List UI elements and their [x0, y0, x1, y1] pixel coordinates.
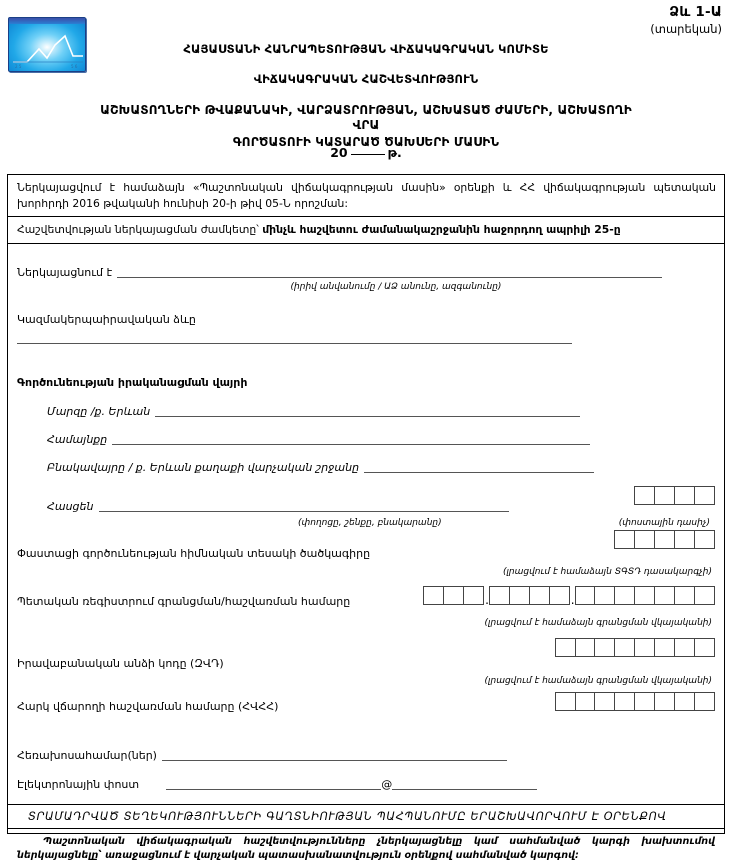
taxpayer-cell[interactable]: [694, 692, 715, 711]
confidentiality-warning-text: ՏՐԱՄԱԴՐՎԱԾ ՏԵՂԵԿՈՒԹՅՈՒՆՆԵՐԻ ԳԱՂՏՆԻՈՒԹՅԱՆ ՊԱՀՊԱՆՈՒՄԸ ԵՐԱՇԽԱՎՈՐՎՈՒՄ Է ՕՐԵՆՔՈՎ: [28, 809, 667, 823]
email-domain-input[interactable]: [392, 779, 537, 790]
community-label: Համայնքը: [47, 432, 108, 446]
deadline-label: Հաշվետվության ներկայացման ժամկետը՝: [17, 223, 263, 237]
deadline-band: [8, 217, 724, 244]
postal-cell[interactable]: [654, 486, 675, 505]
state-reg-cell[interactable]: [463, 586, 484, 605]
state-reg-cell[interactable]: [529, 586, 550, 605]
legal-form-label: Կազմակերպաիրավական ձևը: [17, 312, 196, 326]
taxpayer-cell[interactable]: [555, 692, 576, 711]
legal-person-code-label: Իրավաբանական անձի կոդը (ԶՎԴ): [17, 656, 224, 670]
svg-text:5 6: 5 6: [71, 64, 78, 69]
activity-type-caption: (լրացվում է համաձայն ՏԳՏԴ դասակարգչի): [502, 566, 712, 577]
statistics-chart-logo-icon: [8, 17, 86, 72]
page-header: [0, 0, 732, 175]
legal-person-code-row: [8, 652, 724, 671]
marz-label: Մարզը /ք. Երևան: [47, 404, 151, 418]
form-body: [8, 244, 724, 804]
activity-type-cell[interactable]: [634, 530, 655, 549]
marz-row: [8, 400, 724, 419]
taxpayer-cell[interactable]: [674, 692, 695, 711]
address-caption: (փողոցը, շենքը, բնակարանը): [298, 517, 442, 528]
state-reg-caption: (լրացվում է համաձայն գրանցման վկայականի): [484, 617, 712, 628]
email-user-input[interactable]: [166, 779, 381, 790]
legal-person-code-cell[interactable]: [614, 638, 635, 657]
year-prefix: 20: [330, 145, 348, 160]
taxpayer-cell[interactable]: [594, 692, 615, 711]
postal-code-cells[interactable]: [634, 486, 715, 505]
taxpayer-label: Հարկ վճարողի հաշվառման համարը (ՀՎՀՀ): [17, 699, 279, 713]
legal-person-code-cells[interactable]: [555, 638, 715, 657]
state-reg-cells[interactable]: [423, 586, 715, 605]
activity-type-cell[interactable]: [654, 530, 675, 549]
svg-text:2 5: 2 5: [15, 64, 22, 69]
legal-form-input[interactable]: [17, 333, 572, 344]
phone-row: [8, 744, 724, 763]
activity-type-row: [8, 542, 724, 561]
state-reg-separator-dot: .: [570, 592, 575, 607]
taxpayer-cell[interactable]: [575, 692, 596, 711]
settlement-input[interactable]: [364, 462, 594, 473]
activity-location-title: Գործունեության իրականացման վայրի: [17, 375, 248, 389]
activity-type-label: Փաստացի գործունեության հիմնական տեսակի ծածկագիրը: [17, 546, 371, 560]
submitter-caption: (իրիվ անվանումը / ԱՁ անունը, ազգանունը): [290, 281, 502, 292]
state-reg-cell[interactable]: [549, 586, 570, 605]
state-reg-cell[interactable]: [575, 586, 596, 605]
email-at-symbol: @: [381, 777, 393, 791]
legal-basis-text: Ներկայացվում է համաձայն «Պաշտոնական վիճակագրության մասին» օրենքի և ՀՀ վիճակագրության պետական խորհրդի 2016 թվականի հունիսի 20-ի թիվ 05-Ն որոշման:: [17, 181, 716, 210]
address-row: [8, 495, 724, 514]
activity-type-cells[interactable]: [614, 530, 715, 549]
settlement-row: [8, 456, 724, 475]
confidentiality-warning-band: [8, 804, 724, 829]
submitter-label: Ներկայացնում է: [17, 265, 113, 279]
agency-name: ՀԱՅԱՍՏԱՆԻ ՀԱՆՐԱՊԵՏՈՒԹՅԱՆ ՎԻՃԱԿԱԳՐԱԿԱՆ ԿՈՄԻՏԵ: [183, 42, 549, 56]
taxpayer-row: [8, 695, 724, 714]
form-period: (տարեկան): [650, 22, 722, 36]
legal-person-code-cell[interactable]: [654, 638, 675, 657]
phone-label: Հեռախոսահամար(ներ): [17, 748, 157, 762]
deadline-value: մինչև հաշվետու ժամանակաշրջանին հաջորդող ապրիլի 25-ը: [262, 223, 621, 237]
penalty-footnote-band: [8, 829, 724, 868]
legal-person-code-cell[interactable]: [674, 638, 695, 657]
marz-input[interactable]: [155, 406, 580, 417]
legal-basis-band: [8, 175, 724, 217]
taxpayer-cell[interactable]: [654, 692, 675, 711]
state-reg-cell[interactable]: [674, 586, 695, 605]
legal-person-code-cell[interactable]: [694, 638, 715, 657]
email-label: Էլեկտրոնային փոստ: [17, 777, 140, 791]
phone-input[interactable]: [162, 750, 507, 761]
postal-cell[interactable]: [694, 486, 715, 505]
address-label: Հասցեն: [47, 499, 94, 513]
submitter-row: [8, 261, 724, 280]
state-reg-cell[interactable]: [634, 586, 655, 605]
deadline-row: [17, 222, 716, 238]
form-container: [7, 174, 725, 862]
legal-person-code-cell[interactable]: [555, 638, 576, 657]
activity-location-title-row: [8, 371, 724, 390]
reporting-year-row: [0, 145, 732, 160]
legal-form-row: [8, 308, 724, 346]
community-row: [8, 428, 724, 447]
subject-line-2: ԳՈՐԾԱՏՈՒԻ ԿԱՏԱՐԱԾ ԾԱԽՍԵՐԻ ՄԱՍԻՆ: [232, 134, 500, 149]
subject-line-1: ԱՇԽԱՏՈՂՆԵՐԻ ԹՎԱՔԱՆԱԿԻ, ՎԱՐՁԱՏՐՈՒԹՅԱՆ, ԱՇԽԱՏԱԾ ԺԱՄԵՐԻ, ԱՇԽԱՏՈՂԻ ՎՐԱ: [100, 102, 632, 132]
postal-cell[interactable]: [634, 486, 655, 505]
state-reg-label: Պետական ռեգիստրում գրանցման/հաշվառման համարը: [17, 594, 351, 608]
state-reg-separator-dot: .: [485, 592, 489, 607]
state-reg-cell[interactable]: [509, 586, 530, 605]
document-type: ՎԻՃԱԿԱԳՐԱԿԱՆ ՀԱՇՎԵՏՎՈՒԹՅՈՒՆ: [253, 72, 479, 87]
address-input[interactable]: [99, 501, 509, 512]
legal-person-code-caption: (լրացվում է համաձայն գրանցման վկայականի): [484, 675, 712, 686]
form-code: Ձև 1-Ա: [669, 4, 722, 20]
legal-person-code-cell[interactable]: [594, 638, 615, 657]
activity-type-cell[interactable]: [614, 530, 635, 549]
state-reg-row: [8, 590, 724, 609]
activity-type-cell[interactable]: [674, 530, 695, 549]
settlement-label: Բնակավայրը / ք. Երևան քաղաքի վարչական շրջանը: [47, 460, 360, 474]
state-reg-cell[interactable]: [614, 586, 635, 605]
activity-type-cell[interactable]: [694, 530, 715, 549]
state-reg-cell[interactable]: [594, 586, 615, 605]
postal-cell[interactable]: [674, 486, 695, 505]
postal-caption: (փոստային դասիչ): [618, 517, 710, 528]
year-suffix: թ.: [387, 145, 402, 160]
penalty-footnote-text: Պաշտոնական վիճակագրական հաշվետվությունները չներկայացնելը կամ սահմանված կարգի խախտումով ներկայացնելը՝ առաջացնում է վարչական պատասխանատվություն օրենքով սահմանված կարգով:: [17, 835, 715, 862]
legal-person-code-cell[interactable]: [634, 638, 655, 657]
state-reg-cell[interactable]: [694, 586, 715, 605]
community-input[interactable]: [112, 434, 590, 445]
state-reg-cell[interactable]: [423, 586, 444, 605]
email-row: [8, 773, 724, 792]
submitter-input[interactable]: [117, 267, 662, 278]
state-reg-cell[interactable]: [443, 586, 464, 605]
legal-person-code-cell[interactable]: [575, 638, 596, 657]
state-reg-cell[interactable]: [654, 586, 675, 605]
taxpayer-cells[interactable]: [555, 692, 715, 711]
year-input-blank[interactable]: [351, 154, 385, 155]
state-reg-cell[interactable]: [489, 586, 510, 605]
logo-line-chart-icon: [9, 22, 86, 72]
taxpayer-cell[interactable]: [614, 692, 635, 711]
taxpayer-cell[interactable]: [634, 692, 655, 711]
